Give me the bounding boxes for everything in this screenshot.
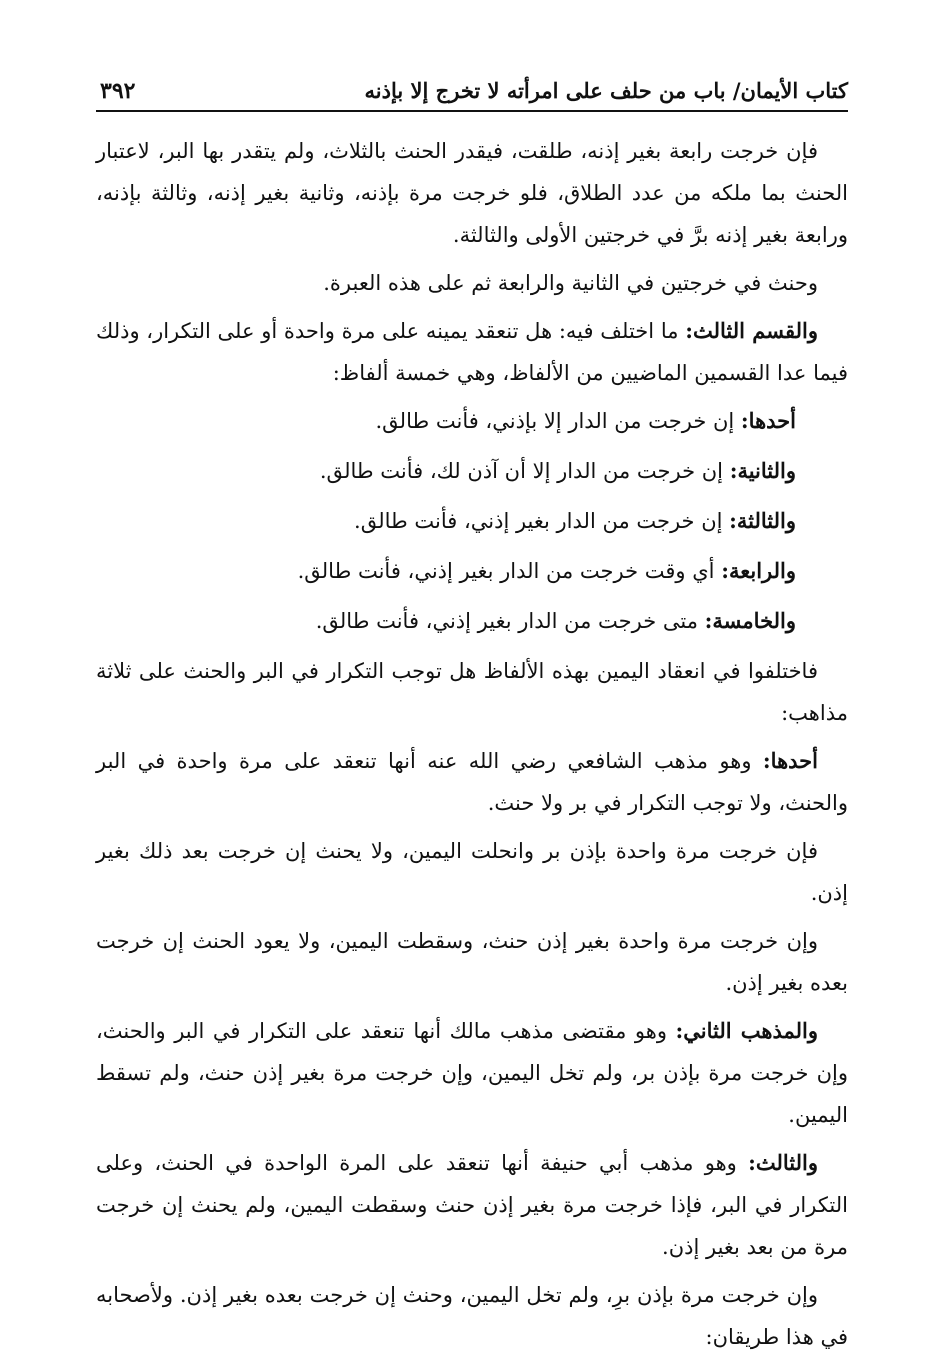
paragraph-lead: والمذهب الثاني:: [675, 1018, 818, 1043]
item-text: أي وقت خرجت من الدار بغير إذني، فأنت طالق.: [297, 559, 722, 583]
page-number: ٣٩٢: [100, 78, 136, 104]
item-lead: والثالثة:: [729, 508, 796, 533]
list-item: [96, 500, 848, 542]
item-lead: والثانية:: [729, 458, 796, 483]
paragraph: [96, 1274, 848, 1358]
paragraph: [96, 1010, 848, 1136]
paragraph: [96, 650, 848, 734]
list-item: [96, 450, 848, 492]
main-text: [96, 130, 848, 1364]
paragraph-text: فإن خرجت مرة واحدة بإذن بر وانحلت اليمين، ولا يحنث إن خرجت بعد ذلك بغير إذن.: [96, 839, 848, 905]
paragraph: [96, 830, 848, 914]
paragraph-text: وهو مذهب الشافعي رضي الله عنه أنها تنعقد على مرة واحدة في البر والحنث، ولا توجب التكرار في بر ولا حنث.: [96, 749, 848, 815]
item-lead: والخامسة:: [704, 608, 796, 633]
paragraph-lead: والقسم الثالث:: [685, 318, 818, 343]
paragraph-text: ما اختلف فيه: هل تنعقد يمينه على مرة واحدة أو على التكرار، وذلك فيما عدا القسمين الماضيين من الألفاظ، وهي خمسة ألفاظ:: [96, 319, 848, 385]
paragraph: [96, 262, 848, 304]
item-lead: والرابعة:: [721, 558, 796, 583]
paragraph-text: فاختلفوا في انعقاد اليمين بهذه الألفاظ هل توجب التكرار في البر والحنث على ثلاثة مذاهب:: [96, 659, 848, 725]
list-item: [96, 600, 848, 642]
paragraph: [96, 740, 848, 824]
list-item: [96, 400, 848, 442]
paragraph: [96, 130, 848, 256]
item-text: متى خرجت من الدار بغير إذني، فأنت طالق.: [315, 609, 705, 633]
list-item: [96, 550, 848, 592]
paragraph: [96, 310, 848, 394]
paragraph-text: وهو مذهب أبي حنيفة أنها تنعقد على المرة الواحدة في الحنث، وعلى التكرار في البر، فإذا خرجت مرة بغير إذن حنث وسقطت اليمين، ولم يحنث إن خرجت مرة من بعد بغير إذن.: [96, 1151, 848, 1259]
paragraph-text: فإن خرجت رابعة بغير إذنه، طلقت، فيقدر الحنث بالثلاث، ولم يتقدر بها البر، لاعتبار الحنث بما ملكه من عدد الطلاق، فلو خرجت مرة بإذنه، وثانية بغير إذنه، وثالثة بإذنه، ورابعة بغير إذنه برَّ في خرجتين الأولى والثالثة.: [96, 139, 848, 247]
paragraph-text: وإن خرجت مرة واحدة بغير إذن حنث، وسقطت اليمين، ولا يعود الحنث إن خرجت بعده بغير إذن.: [96, 929, 848, 995]
item-text: إن خرجت من الدار بغير إذني، فأنت طالق.: [354, 509, 730, 533]
paragraph-text: وحنث في خرجتين في الثانية والرابعة ثم على هذه العبرة.: [323, 271, 818, 295]
item-lead: أحدها:: [740, 408, 796, 433]
running-title: كتاب الأيمان/ باب من حلف على امرأته لا تخرج إلا بإذنه: [364, 78, 848, 103]
item-text: إن خرجت من الدار إلا بإذني، فأنت طالق.: [375, 409, 741, 433]
paragraph-lead: والثالث:: [748, 1150, 818, 1175]
paragraph: [96, 920, 848, 1004]
paragraph-lead: أحدها:: [762, 748, 818, 773]
paragraph: [96, 1142, 848, 1268]
item-text: إن خرجت من الدار إلا أن آذن لك، فأنت طالق.: [319, 459, 730, 483]
running-header: [96, 66, 848, 112]
paragraph-text: وهو مقتضى مذهب مالك أنها تنعقد على التكرار في البر والحنث، وإن خرجت مرة بإذن بر، ولم تخل اليمين، وإن خرجت مرة بغير إذن حنث، ولم تسقط اليمين.: [96, 1019, 848, 1127]
paragraph-text: وإن خرجت مرة بإذن برِ، ولم تخل اليمين، وحنث إن خرجت بعده بغير إذن. ولأصحابه في هذا طريقان:: [96, 1283, 848, 1349]
